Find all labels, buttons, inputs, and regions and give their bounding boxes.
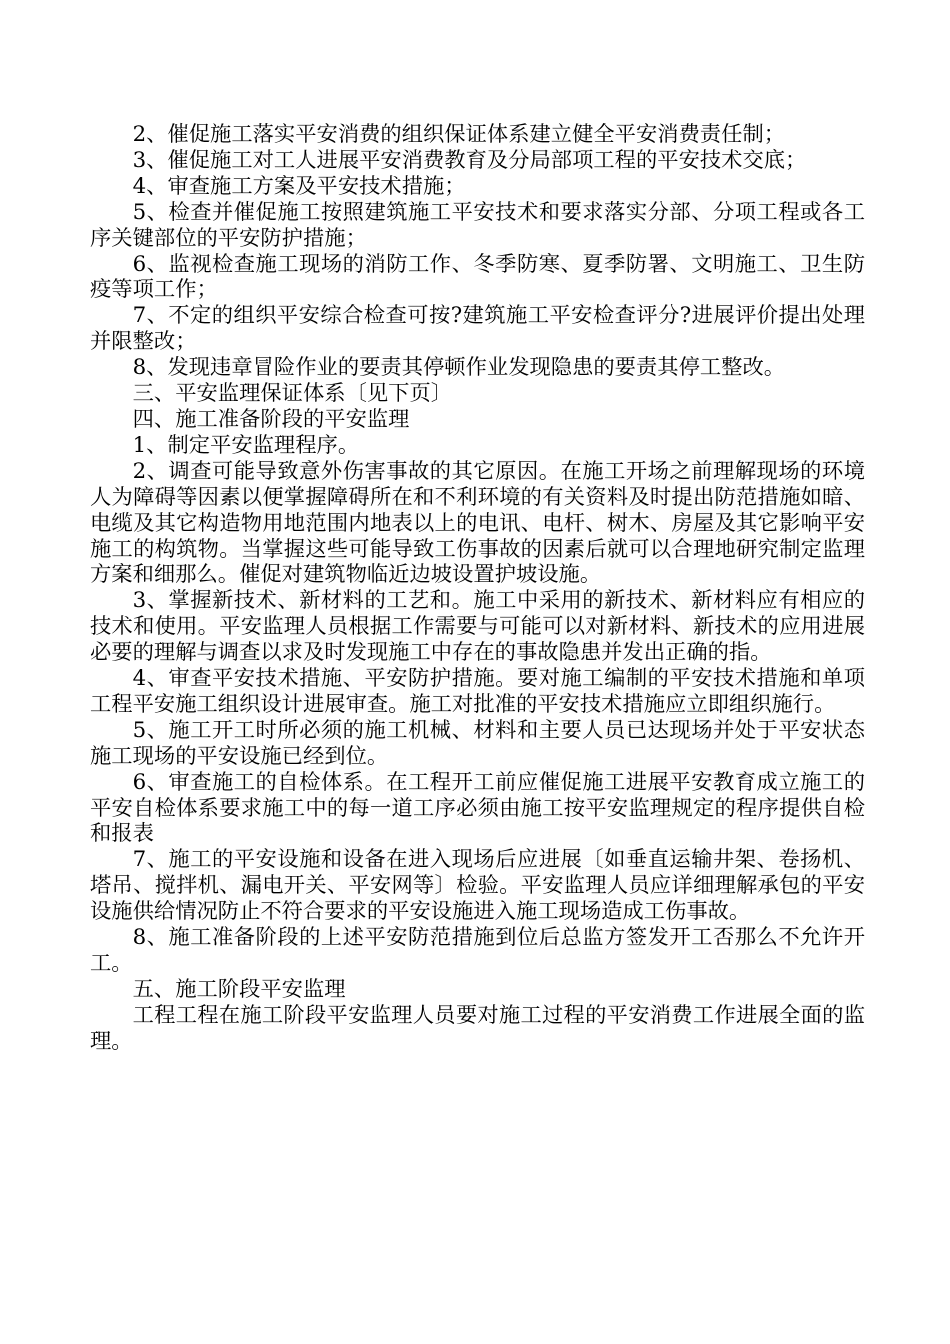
paragraph: 3、催促施工对工人进展平安消费教育及分局部项工程的平安技术交底；	[132, 147, 807, 173]
paragraph: 工程工程在施工阶段平安监理人员要对施工过程的平安消费工作进展全面的监理。	[90, 1002, 865, 1054]
paragraph: 7、施工的平安设施和设备在进入现场后应进展〔如垂直运输井架、卷扬机、塔吊、搅拌机、漏电开关、平安网等〕检验。平安监理人员应详细理解承包的平安设施供给情况防止不符合要求的平安设施进入施工现场造成工伤事故。	[90, 847, 865, 925]
document-body	[90, 122, 865, 1055]
paragraph: 4、审查施工方案及平安技术措施；	[132, 173, 466, 199]
paragraph: 4、审查平安技术措施、平安防护措施。要对施工编制的平安技术措施和单项工程平安施工组织设计进展审查。施工对批准的平安技术措施应立即组织施行。	[90, 666, 865, 717]
paragraph: 3、掌握新技术、新材料的工艺和。施工中采用的新技术、新材料应有相应的技术和使用。平安监理人员根据工作需要与可能可以对新材料、新技术的应用进展必要的理解与调查以求及时发现施工中存在的事故隐患并发出正确的指。	[90, 588, 865, 666]
paragraph: 8、发现违章冒险作业的要责其停顿作业发现隐患的要责其停工整改。	[132, 355, 786, 381]
paragraph: 1、制定平安监理程序。	[132, 432, 360, 458]
section-heading: 五、施工阶段平安监理	[132, 976, 346, 1002]
paragraph: 2、催促施工落实平安消费的组织保证体系建立健全平安消费责任制；	[132, 122, 786, 147]
paragraph: 6、监视检查施工现场的消防工作、冬季防寒、夏季防署、文明施工、卫生防疫等项工作；	[90, 251, 865, 303]
section-heading: 三、平安监理保证体系〔见下页〕	[132, 381, 453, 407]
paragraph: 2、调查可能导致意外伤害事故的其它原因。在施工开场之前理解现场的环境人为障碍等因素以便掌握障碍所在和不利环境的有关资料及时提出防范措施如暗、电缆及其它构造物用地范围内地表以上的电讯、电杆、树木、房屋及其它影响平安施工的构筑物。当掌握这些可能导致工伤事故的因素后就可以合理地研究制定监理方案和细那么。催促对建筑物临近边坡设置护坡设施。	[90, 458, 865, 588]
paragraph: 8、施工准备阶段的上述平安防范措施到位后总监方签发开工否那么不允许开工。	[90, 925, 865, 976]
paragraph: 7、不定的组织平安综合检查可按?建筑施工平安检查评分?进展评价提出处理并限整改；	[90, 303, 865, 355]
paragraph: 6、审查施工的自检体系。在工程开工前应催促施工进展平安教育成立施工的平安自检体系要求施工中的每一道工序必须由施工按平安监理规定的程序提供自检和报表	[90, 769, 865, 847]
paragraph: 5、施工开工时所必须的施工机械、材料和主要人员已达现场并处于平安状态施工现场的平安设施已经到位。	[90, 717, 865, 769]
section-heading: 四、施工准备阶段的平安监理	[132, 406, 410, 432]
paragraph: 5、检查并催促施工按照建筑施工平安技术和要求落实分部、分项工程或各工序关键部位的平安防护措施；	[90, 199, 865, 251]
